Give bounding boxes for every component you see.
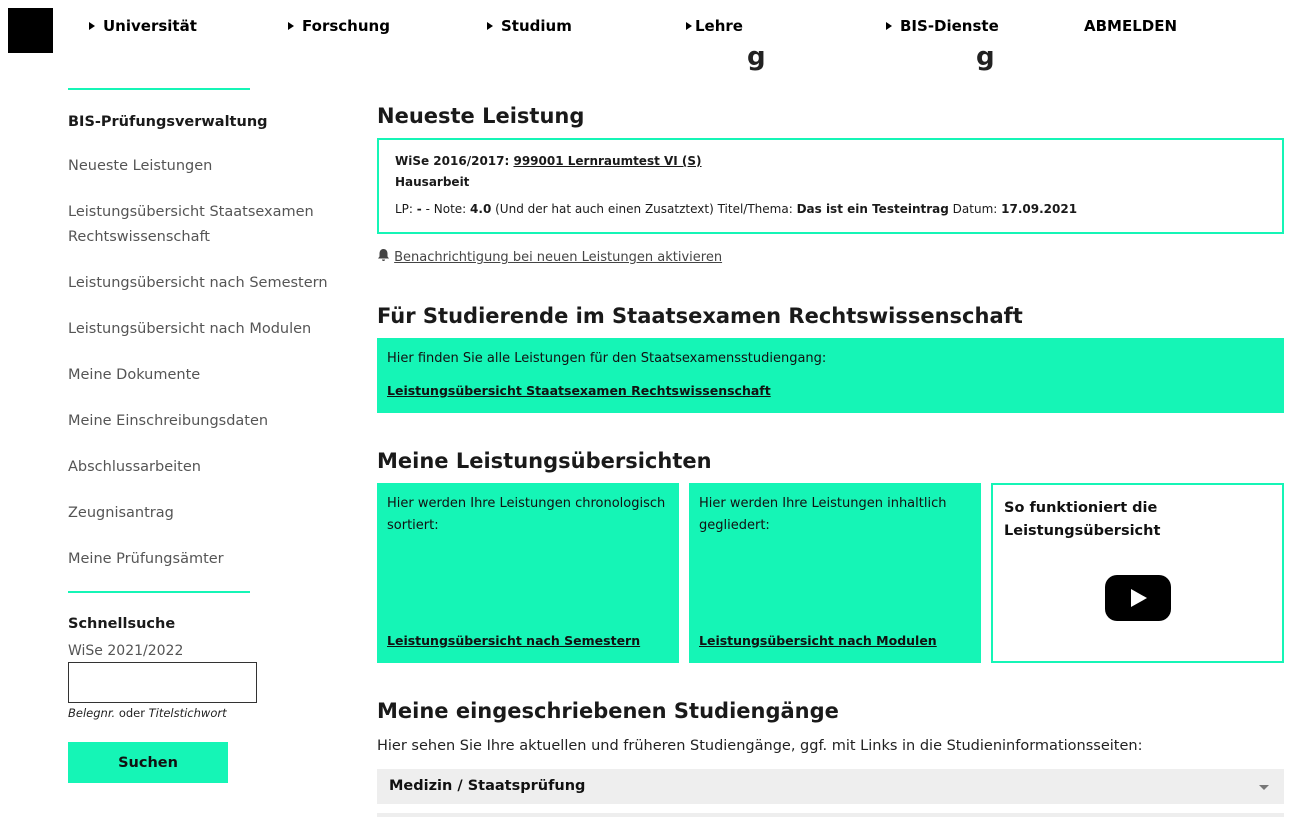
sidebar-item-abschlussarbeiten[interactable]: Abschlussarbeiten <box>68 459 201 475</box>
play-button[interactable] <box>1105 575 1171 621</box>
top-navigation <box>0 0 1305 54</box>
nav-item-forschung[interactable]: Forschung <box>288 17 390 35</box>
overview-card-module-text: Hier werden Ihre Leistungen inhaltlich gegliedert: <box>699 496 947 533</box>
section-heading-staatsexamen: Für Studierende im Staatsexamen Rechtswissenschaft <box>377 304 1023 328</box>
triangle-right-icon <box>886 22 892 30</box>
descender-g: g <box>976 50 995 72</box>
bell-icon <box>377 248 390 262</box>
nav-item-universitaet[interactable]: Universität <box>89 17 197 35</box>
triangle-right-icon <box>89 22 95 30</box>
search-button[interactable]: Suchen <box>68 742 228 783</box>
quick-search-input[interactable] <box>68 662 257 703</box>
section-heading-programs: Meine eingeschriebenen Studiengänge <box>377 699 839 723</box>
latest-details: LP: - - Note: 4.0 (Und der hat auch einen Zusatztext) Titel/Thema: Das ist ein Testeintrag Datum: 17.09.2021 <box>395 202 1078 216</box>
course-link[interactable]: 999001 Lernraumtest VI (S) <box>513 154 702 168</box>
nav-item-lehre[interactable]: Lehre <box>686 17 743 35</box>
sidebar <box>68 88 338 783</box>
play-icon <box>1131 589 1147 607</box>
page-title-clipped <box>700 50 1000 72</box>
triangle-right-icon <box>487 22 493 30</box>
overview-card-semester-text: Hier werden Ihre Leistungen chronologisch sortiert: <box>387 496 666 533</box>
program-accordion-item-next[interactable] <box>377 813 1284 817</box>
overview-semester-link[interactable]: Leistungsübersicht nach Semestern <box>387 633 641 648</box>
staatsexamen-card <box>377 338 1284 413</box>
nav-item-studium[interactable]: Studium <box>487 17 572 35</box>
sidebar-item-zeugnisantrag[interactable]: Zeugnisantrag <box>68 505 174 521</box>
video-title: So funktioniert die Leistungsübersicht <box>1004 500 1161 539</box>
chevron-down-icon <box>1259 785 1269 790</box>
sidebar-item-pruefungsaemter[interactable]: Meine Prüfungsämter <box>68 551 224 567</box>
overview-module-link[interactable]: Leistungsübersicht nach Modulen <box>699 633 937 648</box>
latest-course-line: WiSe 2016/2017: 999001 Lernraumtest VI (S) <box>395 154 702 168</box>
overview-card-module <box>689 483 981 663</box>
programs-intro: Hier sehen Sie Ihre aktuellen und früheren Studiengänge, ggf. mit Links in die Studieninformationsseiten: <box>377 738 1143 754</box>
sidebar-item-staatsexamen[interactable]: Leistungsübersicht Staatsexamen Rechtswissenschaft <box>68 204 314 245</box>
sidebar-item-neueste-leistungen[interactable]: Neueste Leistungen <box>68 158 213 174</box>
staatsexamen-link[interactable]: Leistungsübersicht Staatsexamen Rechtswissenschaft <box>387 383 771 398</box>
program-name: Medizin / Staatsprüfung <box>389 778 586 794</box>
sidebar-item-semestern[interactable]: Leistungsübersicht nach Semestern <box>68 275 328 291</box>
nav-item-bis-dienste[interactable]: BIS-Dienste <box>886 17 999 35</box>
quick-search-semester: WiSe 2021/2022 <box>68 643 184 659</box>
section-heading-overviews: Meine Leistungsübersichten <box>377 449 712 473</box>
staatsexamen-text: Hier finden Sie alle Leistungen für den Staatsexamensstudiengang: <box>387 351 827 366</box>
quick-search-title: Schnellsuche <box>68 616 176 632</box>
divider <box>68 591 250 593</box>
sidebar-links <box>68 154 338 572</box>
notification-link[interactable]: Benachrichtigung bei neuen Leistungen aktivieren <box>394 250 723 265</box>
logout-link[interactable]: ABMELDEN <box>1084 17 1178 35</box>
latest-type: Hausarbeit <box>395 175 470 189</box>
latest-result-card <box>377 138 1284 234</box>
program-accordion-item[interactable] <box>377 769 1284 804</box>
quick-search-hint: Belegnr. oder Titelstichwort <box>68 706 227 720</box>
section-heading-latest: Neueste Leistung <box>377 104 585 128</box>
divider <box>68 88 250 90</box>
triangle-right-icon <box>686 22 692 30</box>
triangle-right-icon <box>288 22 294 30</box>
overview-card-semester <box>377 483 679 663</box>
notification-toggle[interactable] <box>377 248 722 265</box>
sidebar-title: BIS-Prüfungsverwaltung <box>68 114 268 130</box>
sidebar-item-modulen[interactable]: Leistungsübersicht nach Modulen <box>68 321 312 337</box>
video-card <box>991 483 1284 663</box>
sidebar-item-dokumente[interactable]: Meine Dokumente <box>68 367 201 383</box>
sidebar-item-einschreibungsdaten[interactable]: Meine Einschreibungsdaten <box>68 413 269 429</box>
descender-g: g <box>747 50 766 72</box>
